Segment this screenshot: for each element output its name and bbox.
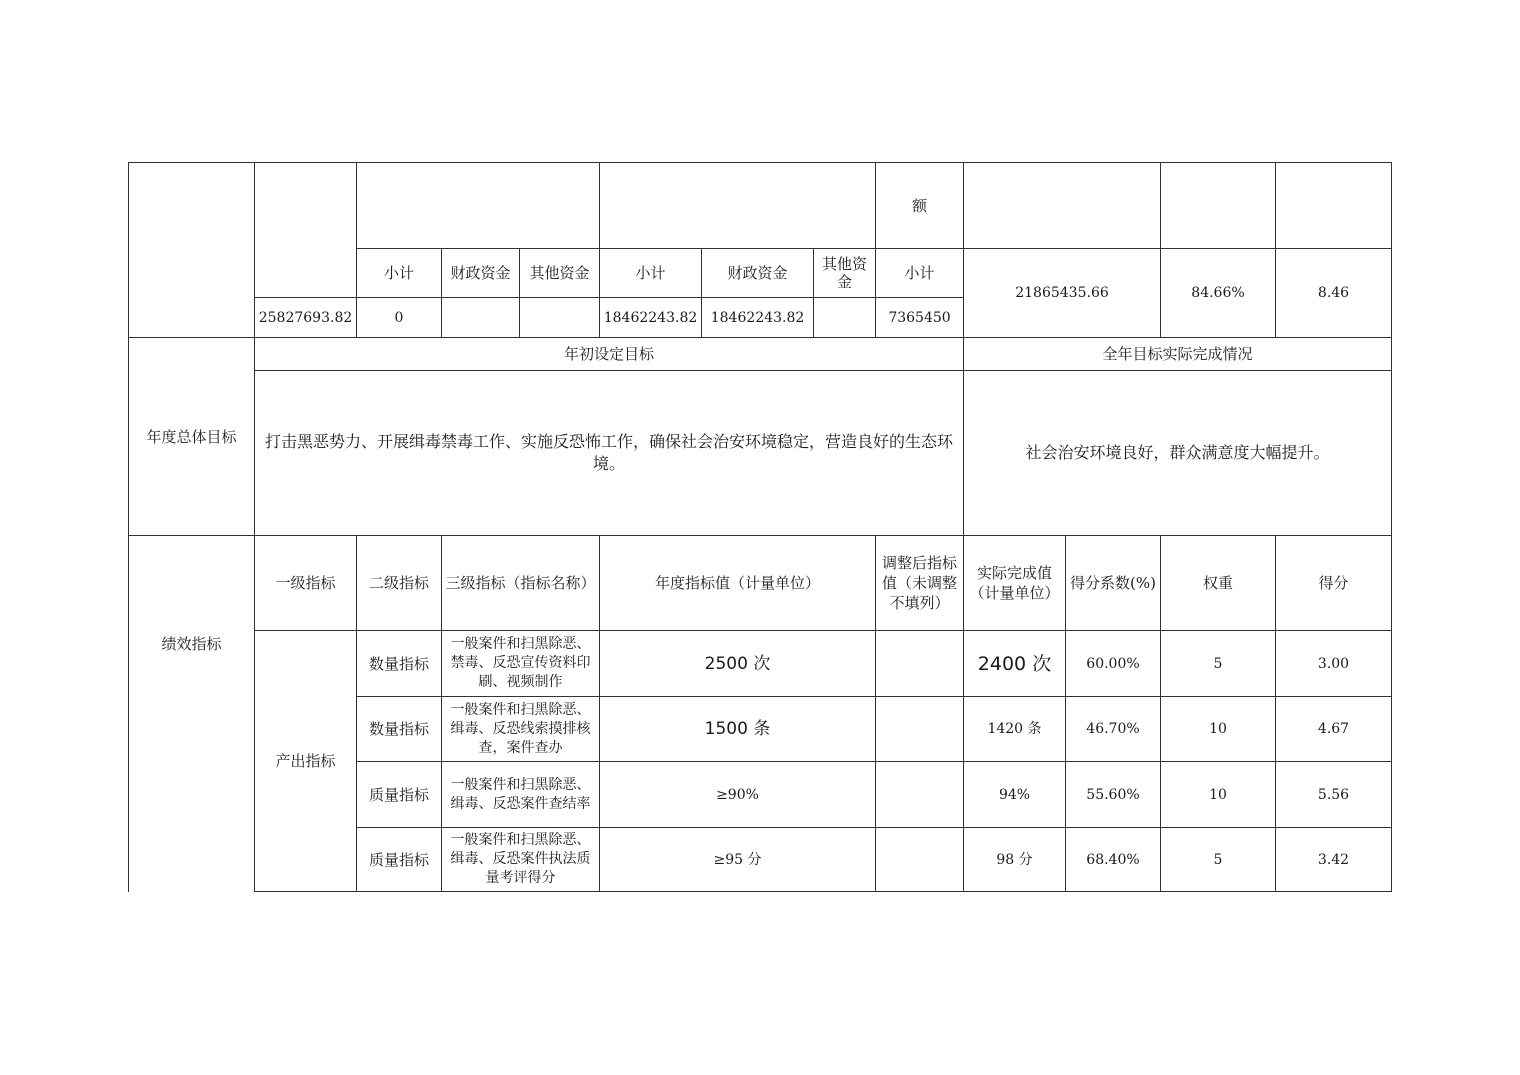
budget-row-label [129,163,255,338]
level2-header: 二级指标 [357,536,442,631]
score-cell: 4.67 [1276,697,1392,762]
actual-value: 2400 次 [964,631,1066,697]
fiscal-a-label: 财政资金 [442,249,520,298]
fiscal-b-value: 18462243.82 [702,298,814,338]
subtotal-c-value: 7365450 [876,298,964,338]
coef-value: 60.00% [1066,631,1161,697]
output-indicator-label: 产出指标 [255,631,357,892]
indicator-name: 一般案件和扫黑除恶、缉毒、反恐案件执法质量考评得分 [442,828,600,892]
adjusted-value [876,762,964,828]
indicator-name: 一般案件和扫黑除恶、缉毒、反恐案件查结率 [442,762,600,828]
indicator-name: 一般案件和扫黑除恶、缉毒、反恐线索摸排核查，案件查办 [442,697,600,762]
actual-value: 94% [964,762,1066,828]
adjusted-value [876,828,964,892]
goals-content-row [129,371,1392,536]
level1-header: 一级指标 [255,536,357,631]
subtotal-b-value: 18462243.82 [600,298,702,338]
weight-header: 权重 [1161,536,1276,631]
execution-rate-value: 84.66% [1161,249,1276,338]
subtotal-b-label: 小计 [600,249,702,298]
other-b-label: 其他资金 [814,249,876,298]
indicator-name: 一般案件和扫黑除恶、禁毒、反恐宣传资料印刷、视频制作 [442,631,600,697]
score-value: 8.46 [1276,249,1392,338]
score-cell: 3.42 [1276,828,1392,892]
weight-value: 5 [1161,631,1276,697]
goals-header-row [129,338,1392,371]
coef-value: 68.40% [1066,828,1161,892]
goals-row-label: 年度总体目标 [129,338,255,536]
actual-goal-text: 社会治安环境良好，群众满意度大幅提升。 [964,371,1392,536]
score-col-header: 得分 [1276,536,1392,631]
target-value: 2500 次 [600,631,876,697]
weight-value: 5 [1161,828,1276,892]
budget-header-row [129,163,1392,249]
level3-header: 三级指标（指标名称） [442,536,600,631]
execution-rate-header [1161,163,1276,249]
actual-goal-header: 全年目标实际完成情况 [964,338,1392,371]
adjusted-value [876,631,964,697]
coef-header: 得分系数(%) [1066,536,1161,631]
planned-goal-text: 打击黑恶势力、开展缉毒禁毒工作、实施反恐怖工作，确保社会治安环境稳定，营造良好的生态环境。 [255,371,964,536]
level2-cell: 质量指标 [357,762,442,828]
planned-goal-header: 年初设定目标 [255,338,964,371]
level2-cell: 数量指标 [357,631,442,697]
executed-header [964,163,1161,249]
level2-cell: 质量指标 [357,828,442,892]
target-value: ≥95 分 [600,828,876,892]
subtotal-a-value: 0 [357,298,442,338]
weight-value: 10 [1161,697,1276,762]
actual-value: 1420 条 [964,697,1066,762]
other-b-value [814,298,876,338]
indicator-header-row [129,536,1392,631]
weight-value: 10 [1161,762,1276,828]
budget-group-header-a [357,163,600,249]
budget-header-fragment: 额 [876,163,964,249]
score-cell: 5.56 [1276,762,1392,828]
adjusted-header: 调整后指标值（未调整不填列） [876,536,964,631]
subtotal-a-label: 小计 [357,249,442,298]
performance-row-label: 绩效指标 [129,536,255,892]
fiscal-a-value [442,298,520,338]
performance-evaluation-table [128,162,1392,892]
annual-budget-value: 25827693.82 [255,298,357,338]
target-header: 年度指标值（计量单位） [600,536,876,631]
adjusted-value [876,697,964,762]
executed-value: 21865435.66 [964,249,1161,338]
subtotal-c-label: 小计 [876,249,964,298]
actual-header: 实际完成值（计量单位） [964,536,1066,631]
target-value: ≥90% [600,762,876,828]
target-value: 1500 条 [600,697,876,762]
indicator-row [129,631,1392,697]
other-a-label: 其他资金 [520,249,600,298]
score-cell: 3.00 [1276,631,1392,697]
budget-group-header-b [600,163,876,249]
coef-value: 46.70% [1066,697,1161,762]
fiscal-b-label: 财政资金 [702,249,814,298]
annual-budget-header [255,163,357,298]
other-a-value [520,298,600,338]
score-header [1276,163,1392,249]
actual-value: 98 分 [964,828,1066,892]
coef-value: 55.60% [1066,762,1161,828]
level2-cell: 数量指标 [357,697,442,762]
